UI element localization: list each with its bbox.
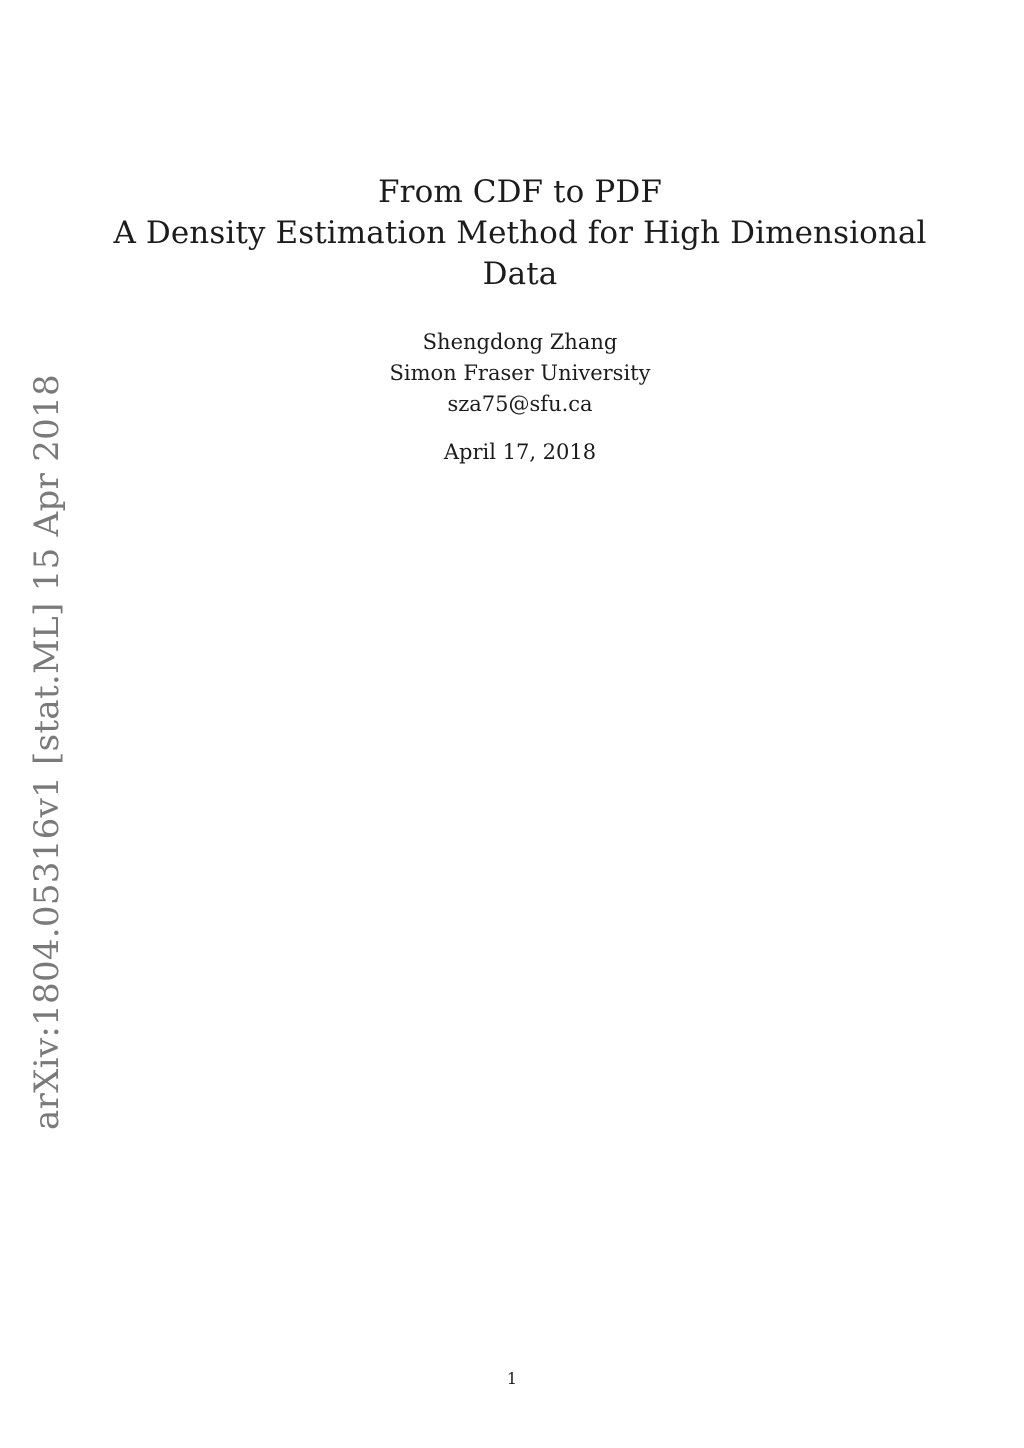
- title-line-3: Data: [482, 256, 558, 292]
- author-block: [200, 327, 840, 420]
- title-line-2: A Density Estimation Method for High Dimensional: [113, 215, 927, 251]
- author-name: Shengdong Zhang: [422, 330, 618, 354]
- paper-title: [100, 172, 940, 295]
- publication-date: April 17, 2018: [443, 440, 597, 464]
- arxiv-identifier-stamp: arXiv:1804.05316v1 [stat.ML] 15 Apr 2018: [27, 374, 67, 1130]
- title-line-1: From CDF to PDF: [378, 174, 662, 210]
- author-affiliation: Simon Fraser University: [389, 361, 651, 385]
- page-number: 1: [506, 1369, 518, 1388]
- author-email: sza75@sfu.ca: [447, 392, 593, 416]
